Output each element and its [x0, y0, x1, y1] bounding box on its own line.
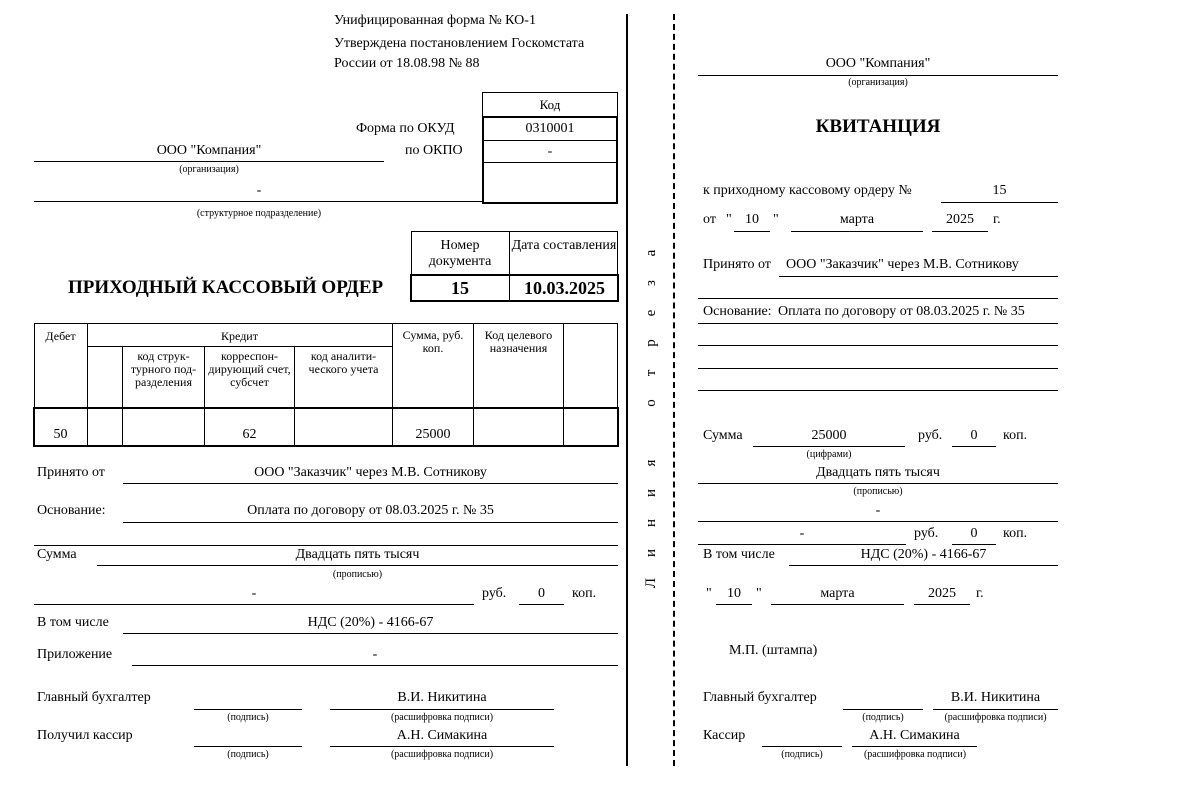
name-decoding-caption: (расшифровка подписи) [390, 749, 494, 760]
basis-extra-line [34, 545, 618, 546]
quote-open: " [726, 212, 732, 227]
receipt-cashier-name: А.Н. Симакина [869, 728, 960, 743]
receipt-words-line2: - [875, 503, 881, 518]
sum-line2-underline [34, 604, 474, 605]
cut-line-letter: р [643, 339, 659, 347]
name-decoding-caption: (расшифровка подписи) [390, 712, 494, 723]
doc-num: 15 [451, 278, 469, 298]
summa-header: Сумма, руб. коп. [402, 329, 464, 355]
sub-header-structural: код струк-турного под-разделения [130, 350, 197, 389]
kop-label: коп. [572, 586, 597, 601]
org-underline [34, 161, 384, 162]
receipt-rub-label-2: руб. [914, 526, 939, 541]
approval-line: Утверждена постановлением Госкомстата [334, 36, 585, 51]
chief-accountant-name: В.И. Никитина [397, 690, 487, 705]
receipt-blank-line [698, 298, 1058, 299]
attachment-underline [132, 665, 618, 666]
chief-accountant-name-line [330, 709, 554, 710]
received-from-underline [123, 483, 618, 484]
sum-label: Сумма [37, 547, 77, 562]
receipt-words-caption: (прописью) [853, 486, 903, 497]
approval-date-line: России от 18.08.98 № 88 [334, 56, 480, 71]
receipt-title: КВИТАНЦИЯ [815, 116, 941, 137]
receipt-cashier-signature-line [762, 746, 842, 747]
subdivision-value: - [256, 183, 262, 198]
code-header-cell [482, 92, 618, 117]
order-title: ПРИХОДНЫЙ КАССОВЫЙ ОРДЕР [68, 277, 384, 298]
basis-label: Основание: [37, 503, 106, 518]
receipt-including-value: НДС (20%) - 4166-67 [860, 547, 987, 562]
receipt-words-line2-underline [698, 521, 1058, 522]
cut-line-letter: и [643, 548, 659, 558]
receipt-blank-line [698, 345, 1058, 346]
receipt-including-label: В том числе [703, 547, 775, 562]
name-decoding-caption: (расшифровка подписи) [863, 749, 967, 760]
receipt-basis-value: Оплата по договору от 08.03.2025 г. № 35 [778, 304, 1025, 319]
doc-date-header: Дата составления [511, 238, 617, 253]
receipt-month: марта [839, 212, 875, 227]
basis-underline [123, 522, 618, 523]
receipt-including-underline [789, 565, 1058, 566]
receipt-month-underline [791, 231, 923, 232]
receipt-kop-value-2: 0 [970, 526, 978, 541]
stamp-placeholder: М.П. (штампа) [729, 643, 818, 658]
table-row [33, 407, 619, 447]
receipt-sum-words-underline [698, 483, 1058, 484]
signature-caption: (подпись) [227, 749, 269, 760]
cut-line-letter: е [643, 309, 659, 317]
receipt-year: 2025 [946, 212, 974, 227]
receipt-sum-words: Двадцать пять тысяч [816, 465, 940, 480]
name-decoding-caption: (расшифровка подписи) [944, 712, 1047, 723]
rub-label: руб. [482, 586, 507, 601]
doc-num-header: Номер документа [428, 238, 492, 269]
received-from-label: Принято от [37, 465, 105, 480]
receipt-kop-underline-2 [952, 544, 996, 545]
cut-line-letter: я [643, 459, 659, 467]
org-name: ООО "Компания" [156, 143, 262, 158]
okpo-label: по ОКПО [405, 143, 463, 158]
receipt-day-2: 10 [727, 586, 741, 601]
cut-line-letter: Л [643, 577, 659, 589]
including-value: НДС (20%) - 4166-67 [307, 615, 434, 630]
cut-line-letter: н [643, 518, 659, 528]
receipt-order-number: 15 [992, 183, 1007, 198]
receipt-kop-underline [952, 446, 996, 447]
receipt-day-2-underline [716, 604, 752, 605]
receipt-words-line3-underline [698, 544, 906, 545]
receipt-chief-signature-line [843, 709, 923, 710]
receipt-received-from-label: Принято от [703, 257, 771, 272]
basis-value: Оплата по договору от 08.03.2025 г. № 35 [247, 503, 494, 518]
kredit-header: Кредит [221, 330, 258, 343]
cashier-name-line [330, 746, 554, 747]
receipt-digits-caption: (цифрами) [806, 449, 852, 460]
including-underline [123, 633, 618, 634]
receipt-chief-accountant-label: Главный бухгалтер [703, 690, 817, 705]
receipt-order-underline [941, 202, 1058, 203]
receipt-month-2: марта [820, 586, 855, 601]
receipt-chief-accountant-name: В.И. Никитина [950, 690, 1041, 705]
receipt-blank-line [698, 390, 1058, 391]
receipt-year-suffix: г. [993, 212, 1001, 227]
receipt-day: 10 [745, 212, 759, 227]
sub-header-corr-account: корреспон-дирующий счет, субсчет [208, 350, 291, 389]
okud-label: Форма по ОКУД [356, 121, 455, 136]
row-debet: 50 [53, 427, 68, 442]
subdivision-underline [34, 201, 482, 202]
receipt-day-underline [734, 231, 770, 232]
cut-dashed-line [673, 14, 675, 766]
kredit-divider [87, 346, 392, 347]
receipt-blank-line [698, 368, 1058, 369]
left-border-line [626, 14, 628, 766]
cashier-signature-line [194, 746, 302, 747]
sum-words-line2: - [251, 586, 257, 601]
receipt-year-2: 2025 [928, 586, 956, 601]
receipt-kop-label: коп. [1003, 428, 1028, 443]
receipt-sum-digits: 25000 [811, 428, 847, 443]
attachment-value: - [372, 647, 378, 662]
signature-caption: (подпись) [862, 712, 904, 723]
row-summa: 25000 [415, 427, 451, 442]
receipt-basis-underline [698, 323, 1058, 324]
receipt-sum-label: Сумма [703, 428, 743, 443]
receipt-order-label: к приходному кассовому ордеру № [703, 183, 912, 198]
receipt-rub-label: руб. [918, 428, 943, 443]
org-caption: (организация) [179, 164, 239, 175]
receipt-date-from-label: от [703, 212, 716, 227]
doc-date: 10.03.2025 [524, 278, 605, 298]
cut-line-letter: а [643, 249, 659, 257]
code-divider [482, 162, 618, 163]
code-divider [482, 140, 618, 141]
kop-underline [519, 604, 564, 605]
receipt-sum-digits-underline [753, 446, 905, 447]
form-name-line: Унифицированная форма № КО-1 [334, 13, 536, 28]
cashier-name: А.Н. Симакина [396, 728, 488, 743]
quote-close: " [773, 212, 779, 227]
receipt-kop-label-2: коп. [1003, 526, 1028, 541]
chief-accountant-label: Главный бухгалтер [37, 690, 151, 705]
quote-open: " [706, 586, 712, 601]
cut-line-letter: и [643, 488, 659, 498]
kop-value: 0 [538, 586, 545, 601]
received-from-value: ООО "Заказчик" через М.В. Сотникову [254, 465, 487, 480]
receipt-received-from-value: ООО "Заказчик" через М.В. Сотникову [786, 257, 1019, 272]
receipt-org-name: ООО "Компания" [825, 56, 931, 71]
receipt-org-caption: (организация) [848, 77, 908, 88]
cut-line-letter: т [643, 369, 659, 377]
receipt-year-2-underline [914, 604, 970, 605]
sum-words-underline [97, 565, 618, 566]
receipt-basis-label: Основание: [703, 304, 772, 319]
cut-line-letter: о [643, 399, 659, 407]
debet-header: Дебет [45, 330, 76, 343]
signature-caption: (подпись) [781, 749, 823, 760]
receipt-chief-name-line [933, 709, 1058, 710]
attachment-label: Приложение [37, 647, 113, 662]
cut-line-letter: з [643, 280, 659, 286]
receipt-kop-value: 0 [970, 428, 978, 443]
okpo-value: - [547, 144, 553, 159]
receipt-cashier-name-line [852, 746, 977, 747]
receipt-month-2-underline [771, 604, 904, 605]
receipt-cashier-label: Кассир [703, 728, 746, 743]
sub-header-analytic: код аналити-ческого учета [308, 350, 379, 376]
receipt-received-underline [779, 276, 1058, 277]
row-corr-account: 62 [242, 427, 257, 442]
cashier-label: Получил кассир [37, 728, 133, 743]
including-label: В том числе [37, 615, 109, 630]
sum-in-words: Двадцать пять тысяч [295, 547, 420, 562]
code-header-label: Код [539, 97, 561, 112]
chief-accountant-signature-line [194, 709, 302, 710]
subdivision-caption: (структурное подразделение) [196, 208, 322, 219]
signature-caption: (подпись) [227, 712, 269, 723]
sum-words-caption: (прописью) [332, 569, 383, 580]
kod-cel-header: Код целевого назначения [484, 329, 553, 355]
quote-close: " [756, 586, 762, 601]
receipt-year-2-suffix: г. [976, 586, 984, 601]
okud-value: 0310001 [525, 121, 575, 136]
receipt-org-underline [698, 75, 1058, 76]
receipt-words-line3: - [799, 526, 805, 541]
receipt-year-underline [932, 231, 988, 232]
